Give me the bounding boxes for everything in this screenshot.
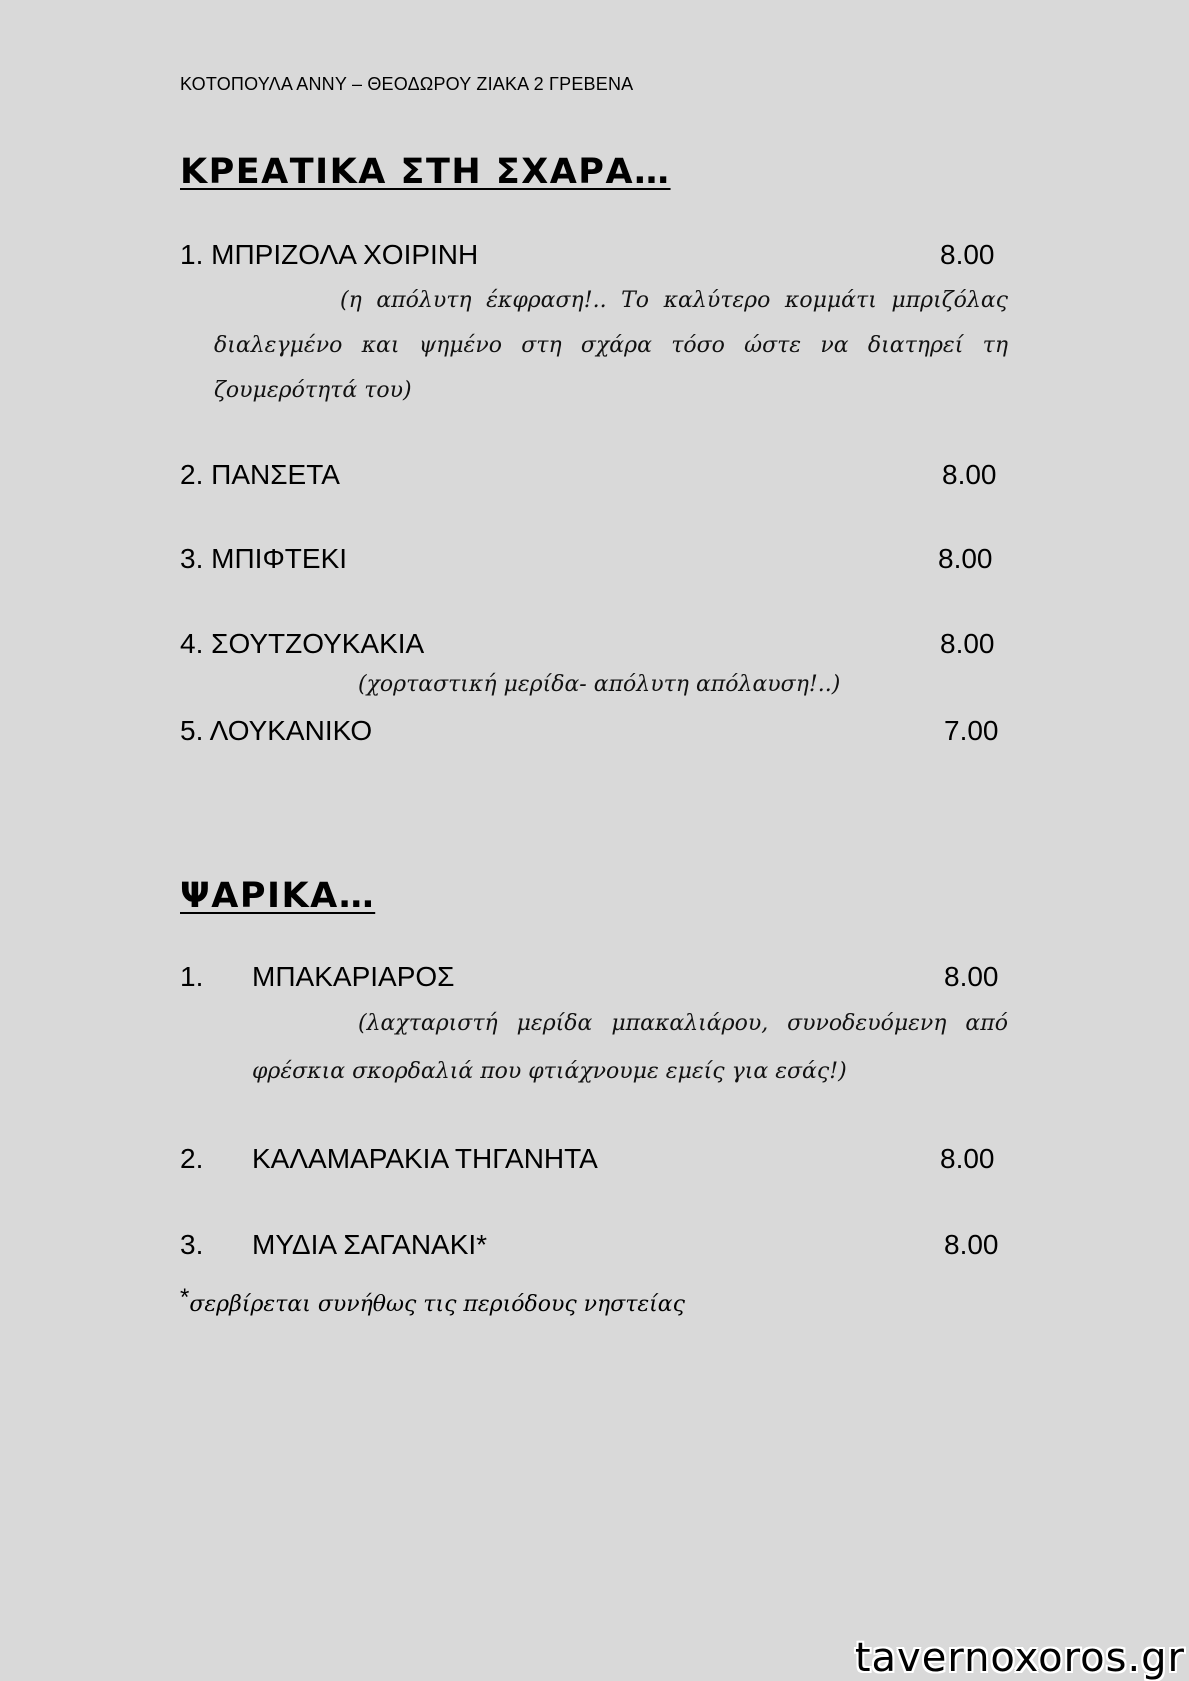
- grill-item-4-price: 8.00: [940, 628, 995, 659]
- fasting-footnote: [180, 1284, 685, 1318]
- grill-item-1-price: 8.00: [940, 239, 995, 270]
- fish-item-2: [180, 1142, 1010, 1176]
- fish-item-1-price: 8.00: [944, 961, 999, 992]
- grill-item-5-price: 7.00: [944, 715, 999, 746]
- grill-item-2: [180, 458, 1010, 492]
- grill-item-3: [180, 542, 1010, 576]
- site-watermark: tavernoxoros.gr: [854, 1635, 1185, 1681]
- fish-item-2-price: 8.00: [940, 1143, 995, 1174]
- footnote-text: σερβίρεται συνήθως τις περιόδους νηστείας: [189, 1292, 685, 1317]
- fish-item-1-label: ΜΠΑΚΑΡΙΑΡΟΣ: [252, 961, 455, 992]
- grill-item-1-label: 1. ΜΠΡΙΖΟΛΑ ΧΟΙΡΙΝΗ: [180, 239, 479, 270]
- fish-item-1-number: 1.: [180, 961, 204, 992]
- fish-item-3-price: 8.00: [944, 1229, 999, 1260]
- grill-section-title: ΚΡΕΑΤΙΚΑ ΣΤΗ ΣΧΑΡΑ…: [180, 152, 671, 192]
- grill-item-5-label: 5. ΛΟΥΚΑΝΙΚΟ: [180, 715, 373, 746]
- grill-item-3-label: 3. ΜΠΙΦΤΕΚΙ: [180, 543, 348, 574]
- grill-item-4-description: (χορταστική μερίδα- απόλυτη απόλαυση!..): [358, 672, 841, 697]
- restaurant-header: ΚΟΤΟΠΟΥΛΑ ΑΝΝΥ – ΘΕΟΔΩΡΟΥ ΖΙΑΚΑ 2 ΓΡΕΒΕΝΑ: [180, 74, 634, 94]
- grill-item-1-description: (η απόλυτη έκφραση!.. Το καλύτερο κομμάτι μπριζόλας διαλεγμένο και ψημένο στη σχάρα τόσο ώστε να διατηρεί τη ζουμερότητά του): [214, 288, 1008, 403]
- fish-item-2-label: ΚΑΛΑΜΑΡΑΚΙΑ ΤΗΓΑΝΗΤΑ: [252, 1143, 598, 1174]
- fish-section-title: ΨΑΡΙΚΑ…: [180, 876, 376, 916]
- fish-item-2-number: 2.: [180, 1143, 204, 1174]
- footnote-asterisk: *: [180, 1284, 190, 1311]
- fish-item-1: [180, 960, 1010, 994]
- grill-item-4: [180, 627, 1010, 661]
- grill-item-4-label: 4. ΣΟΥΤΖΟΥΚΑΚΙΑ: [180, 628, 425, 659]
- grill-item-2-label: 2. ΠΑΝΣΕΤΑ: [180, 459, 340, 490]
- fish-item-3-number: 3.: [180, 1229, 204, 1260]
- fish-item-3-label: ΜΥΔΙΑ ΣΑΓΑΝΑΚΙ*: [252, 1229, 488, 1260]
- grill-item-1: [180, 238, 1010, 272]
- grill-item-2-price: 8.00: [942, 459, 997, 490]
- grill-item-3-price: 8.00: [938, 543, 993, 574]
- grill-item-5: [180, 714, 1010, 748]
- fish-item-1-description: (λαχταριστή μερίδα μπακαλιάρου, συνοδευόμενη από φρέσκια σκορδαλιά που φτιάχνουμε εμείς για εσάς!): [252, 1011, 1008, 1084]
- fish-item-3: [180, 1228, 1010, 1262]
